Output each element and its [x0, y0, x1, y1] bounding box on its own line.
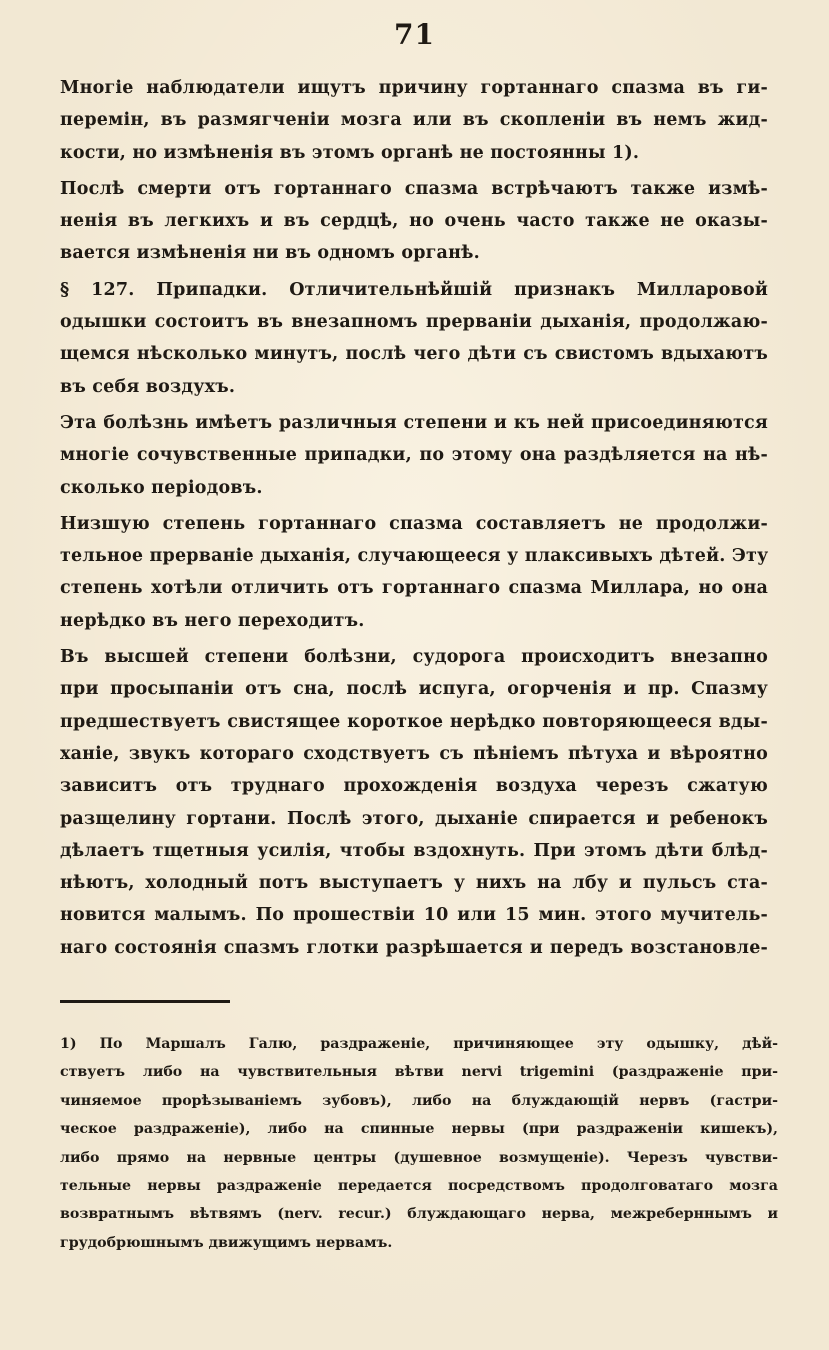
text-line: кости, но измѣненія въ этомъ органѣ не постоянны 1). [60, 142, 640, 163]
footnote-line: тельные нервы раздраженіе передается посредствомъ продолговатаго мозга [60, 1177, 778, 1194]
text-line: новится малымъ. По прошествіи 10 или 15 мин. этого мучитель- [60, 905, 768, 926]
footnote-line: ческое раздраженіе), либо на спинные нервы (при раздраженіи кишекъ), [60, 1121, 778, 1138]
text-line: § 127. Припадки. Отличительнѣйшій признакъ Милларовой [60, 279, 768, 300]
text-line: вается измѣненія ни въ одномъ органѣ. [60, 243, 480, 264]
footnote [60, 1030, 778, 1257]
text-line: Низшую степень гортаннаго спазма составляетъ не продолжи- [60, 513, 768, 534]
main-text [60, 72, 768, 964]
text-line: сколько періодовъ. [60, 477, 263, 498]
text-line: одышки состоитъ въ внезапномъ прерваніи дыханія, продолжаю- [60, 312, 768, 333]
text-line: Послѣ смерти отъ гортаннаго спазма встрѣчаютъ также измѣ- [60, 178, 768, 199]
text-line: Эта болѣзнь имѣетъ различныя степени и къ ней присоединяются [60, 412, 768, 433]
text-line: наго состоянія спазмъ глотки разрѣшается и передъ возстановле- [60, 937, 768, 958]
text-line: въ себя воздухъ. [60, 376, 236, 397]
text-line: нерѣдко въ него переходитъ. [60, 610, 365, 631]
footnote-line: ствуетъ либо на чувствительныя вѣтви nervi trigemini (раздраженіе при- [60, 1064, 778, 1081]
text-line: ханіе, звукъ котораго сходствуетъ съ пѣніемъ пѣтуха и вѣроятно [60, 743, 768, 764]
footnote-line: возвратнымъ вѣтвямъ (nerv. recur.) блуждающаго нерва, межреберннымъ и [60, 1206, 778, 1223]
footnote-line: чиняемое прорѣзываніемъ зубовъ), либо на блуждающій нервъ (гастри- [60, 1092, 778, 1109]
text-line: тельное прерваніе дыханія, случающееся у плаксивыхъ дѣтей. Эту [60, 546, 769, 567]
footnote-line: 1) По Маршалъ Галю, раздраженіе, причиняющее эту одышку, дѣй- [60, 1036, 778, 1052]
text-line: многіе сочувственные припадки, по этому она раздѣляется на нѣ- [60, 445, 768, 466]
text-line: степень хотѣли отличить отъ гортаннаго спазма Миллара, но она [60, 578, 768, 599]
text-line: разщелину гортани. Послѣ этого, дыханіе спирается и ребенокъ [60, 808, 768, 829]
footnote-line: грудобрюшнымъ движущимъ нервамъ. [60, 1234, 393, 1251]
text-line: ненія въ легкихъ и въ сердцѣ, но очень часто также не оказы- [60, 211, 768, 232]
text-line: нѣютъ, холодный потъ выступаетъ у нихъ на лбу и пульсъ ста- [60, 873, 768, 894]
text-line: дѣлаетъ тщетныя усилія, чтобы вздохнуть. При этомъ дѣти блѣд- [60, 840, 768, 861]
footnote-divider [60, 1000, 230, 1003]
text-line: щемся нѣсколько минутъ, послѣ чего дѣти съ свистомъ вдыхаютъ [60, 344, 768, 365]
text-line: предшествуетъ свистящее короткое нерѣдко повторяющееся вды- [60, 711, 768, 732]
text-line: Многіе наблюдатели ищутъ причину гортаннаго спазма въ ги- [60, 78, 768, 98]
page-number: 71 [394, 18, 435, 51]
text-line: Въ высшей степени болѣзни, судорога происходитъ внезапно [60, 647, 768, 668]
text-line: зависитъ отъ труднаго прохожденія воздуха черезъ сжатую [60, 776, 768, 797]
text-line: перемін, въ размягченіи мозга или въ скопленіи въ немъ жид- [60, 110, 768, 131]
footnote-line: либо прямо на нервные центры (душевное возмущеніе). Черезъ чувстви- [60, 1149, 778, 1166]
text-line: при просыпаніи отъ сна, послѣ испуга, огорченія и пр. Спазму [60, 679, 768, 700]
